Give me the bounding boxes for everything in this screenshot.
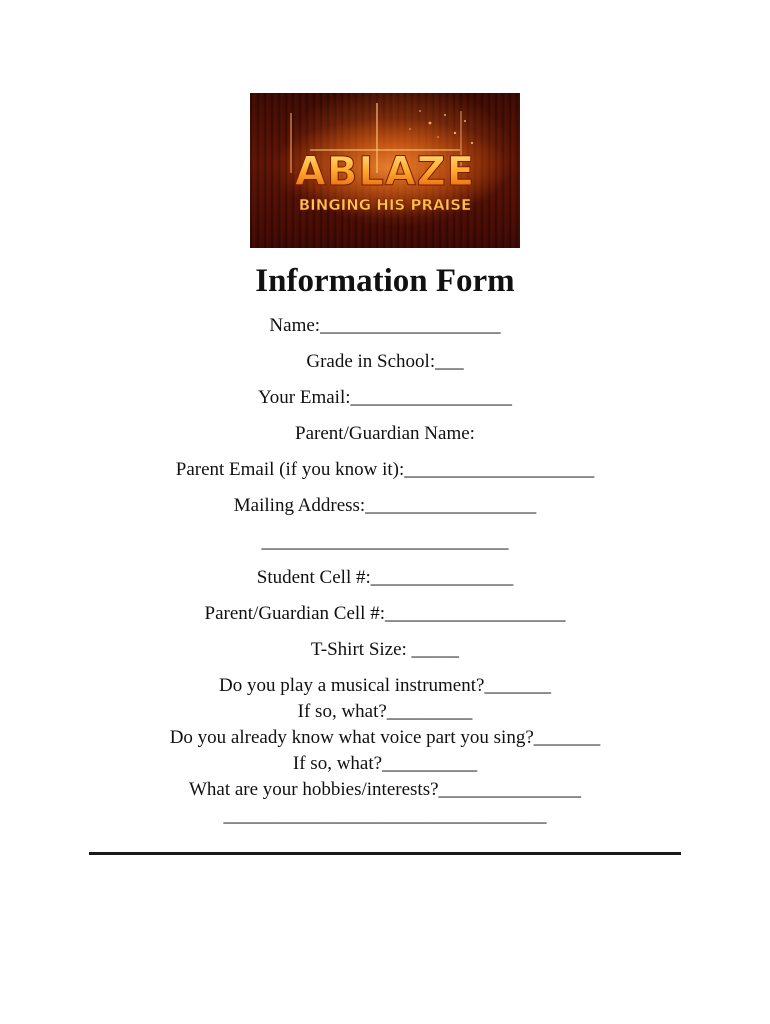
divider-rule	[89, 852, 681, 855]
voice-part-question[interactable]: Do you already know what voice part you sing?_______	[169, 727, 601, 748]
instrument-detail-field[interactable]: If so, what?_________	[297, 701, 473, 722]
parent-name-field[interactable]: Parent/Guardian Name:	[295, 423, 475, 444]
parent-cell-field[interactable]: Parent/Guardian Cell #:___________________	[204, 603, 566, 624]
flame-logo-art	[250, 93, 520, 248]
ablaze-logo	[250, 93, 520, 248]
parent-email-field[interactable]: Parent Email (if you know it):____________________	[175, 459, 595, 480]
grade-field[interactable]: Grade in School:___	[306, 351, 464, 372]
mailing-address-line-2[interactable]: __________________________	[261, 531, 509, 552]
tshirt-size-field[interactable]: T-Shirt Size: _____	[310, 639, 460, 660]
name-field[interactable]: Name:___________________	[269, 315, 501, 336]
instrument-question[interactable]: Do you play a musical instrument?_______	[219, 675, 551, 696]
logo-subtitle: BINGING HIS PRAISE	[298, 196, 472, 214]
logo-title: ABLAZE	[294, 149, 476, 195]
hobbies-line-2[interactable]: __________________________________	[223, 805, 547, 826]
student-cell-field[interactable]: Student Cell #:_______________	[256, 567, 514, 588]
voice-part-detail-field[interactable]: If so, what?__________	[292, 753, 478, 774]
hobbies-field[interactable]: What are your hobbies/interests?_______________	[188, 779, 582, 800]
form-title: Information Form	[255, 263, 515, 299]
email-field[interactable]: Your Email:_________________	[257, 387, 513, 408]
mailing-address-field[interactable]: Mailing Address:__________________	[233, 495, 537, 516]
